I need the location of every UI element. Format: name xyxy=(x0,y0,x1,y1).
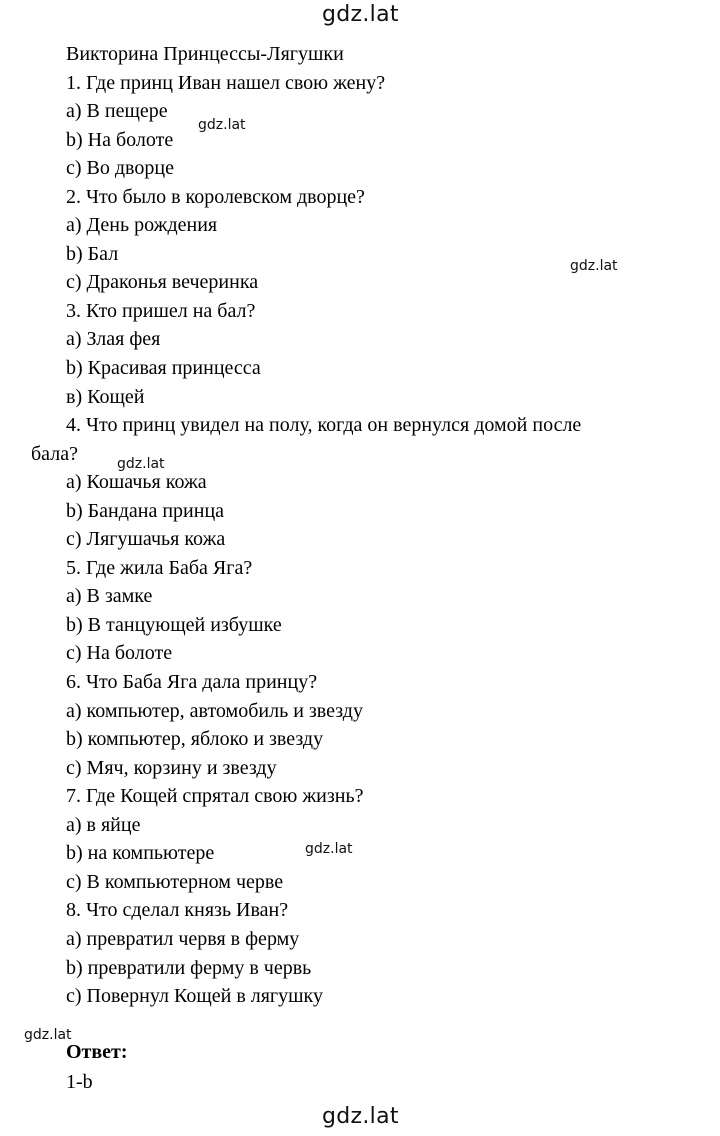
option-line: с) В компьютерном черве xyxy=(66,870,284,893)
option-line: а) В пещере xyxy=(66,100,168,123)
watermark-inline: gdz.lat xyxy=(117,456,165,472)
watermark-inline: gdz.lat xyxy=(570,258,618,274)
watermark-inline: gdz.lat xyxy=(305,841,353,857)
option-line: b) компьютер, яблоко и звезду xyxy=(66,728,324,751)
option-line: а) Злая фея xyxy=(66,328,161,351)
answer-value: 1-b xyxy=(66,1071,93,1093)
watermark-top: gdz.lat xyxy=(322,2,399,27)
watermark-bottom: gdz.lat xyxy=(322,1104,399,1129)
question-line: 2. Что было в королевском дворце? xyxy=(66,185,365,208)
option-line: а) День рождения xyxy=(66,214,218,237)
watermark-inline: gdz.lat xyxy=(24,1027,72,1043)
option-line: а) превратил червя в ферму xyxy=(66,927,300,950)
option-line: b) Бал xyxy=(66,242,119,265)
quiz-title: Викторина Принцессы-Лягушки xyxy=(66,43,344,65)
option-line: а) в яйце xyxy=(66,813,141,836)
answer-section xyxy=(66,1037,128,1097)
question-line: 4. Что принц увидел на полу, когда он вернулся домой после xyxy=(66,414,582,437)
option-line: b) В танцующей избушке xyxy=(66,613,282,636)
option-line: с) Лягушачья кожа xyxy=(66,528,226,551)
question-line: 7. Где Кощей спрятал свою жизнь? xyxy=(66,785,364,808)
quiz-document xyxy=(0,40,720,1011)
option-line: с) Повернул Кощей в лягушку xyxy=(66,985,323,1008)
option-line: с) Драконья вечеринка xyxy=(66,271,259,294)
option-line: b) превратили ферму в червь xyxy=(66,956,312,979)
option-line: с) Во дворце xyxy=(66,157,174,180)
option-line: b) Бандана принца xyxy=(66,499,225,522)
option-line: а) Кошачья кожа xyxy=(66,471,207,494)
question-line: 6. Что Баба Яга дала принцу? xyxy=(66,671,318,694)
option-line: а) В замке xyxy=(66,585,153,608)
watermark-inline: gdz.lat xyxy=(198,117,246,133)
option-line: b) на компьютере xyxy=(66,842,215,865)
option-line: с) Мяч, корзину и звезду xyxy=(66,756,277,779)
option-line: в) Кощей xyxy=(66,385,145,408)
question-line: 1. Где принц Иван нашел свою жену? xyxy=(66,71,386,94)
option-line: а) компьютер, автомобиль и звезду xyxy=(66,699,363,722)
option-line: b) Красивая принцесса xyxy=(66,357,261,380)
question-line: 3. Кто пришел на бал? xyxy=(66,299,256,322)
question-line: 8. Что сделал князь Иван? xyxy=(66,899,289,922)
question-line: 5. Где жила Баба Яга? xyxy=(66,556,253,579)
option-line: с) На болоте xyxy=(66,642,173,665)
question-line-continued: бала? xyxy=(31,442,78,465)
answer-title: Ответ: xyxy=(66,1041,128,1063)
option-line: b) На болоте xyxy=(66,128,174,151)
